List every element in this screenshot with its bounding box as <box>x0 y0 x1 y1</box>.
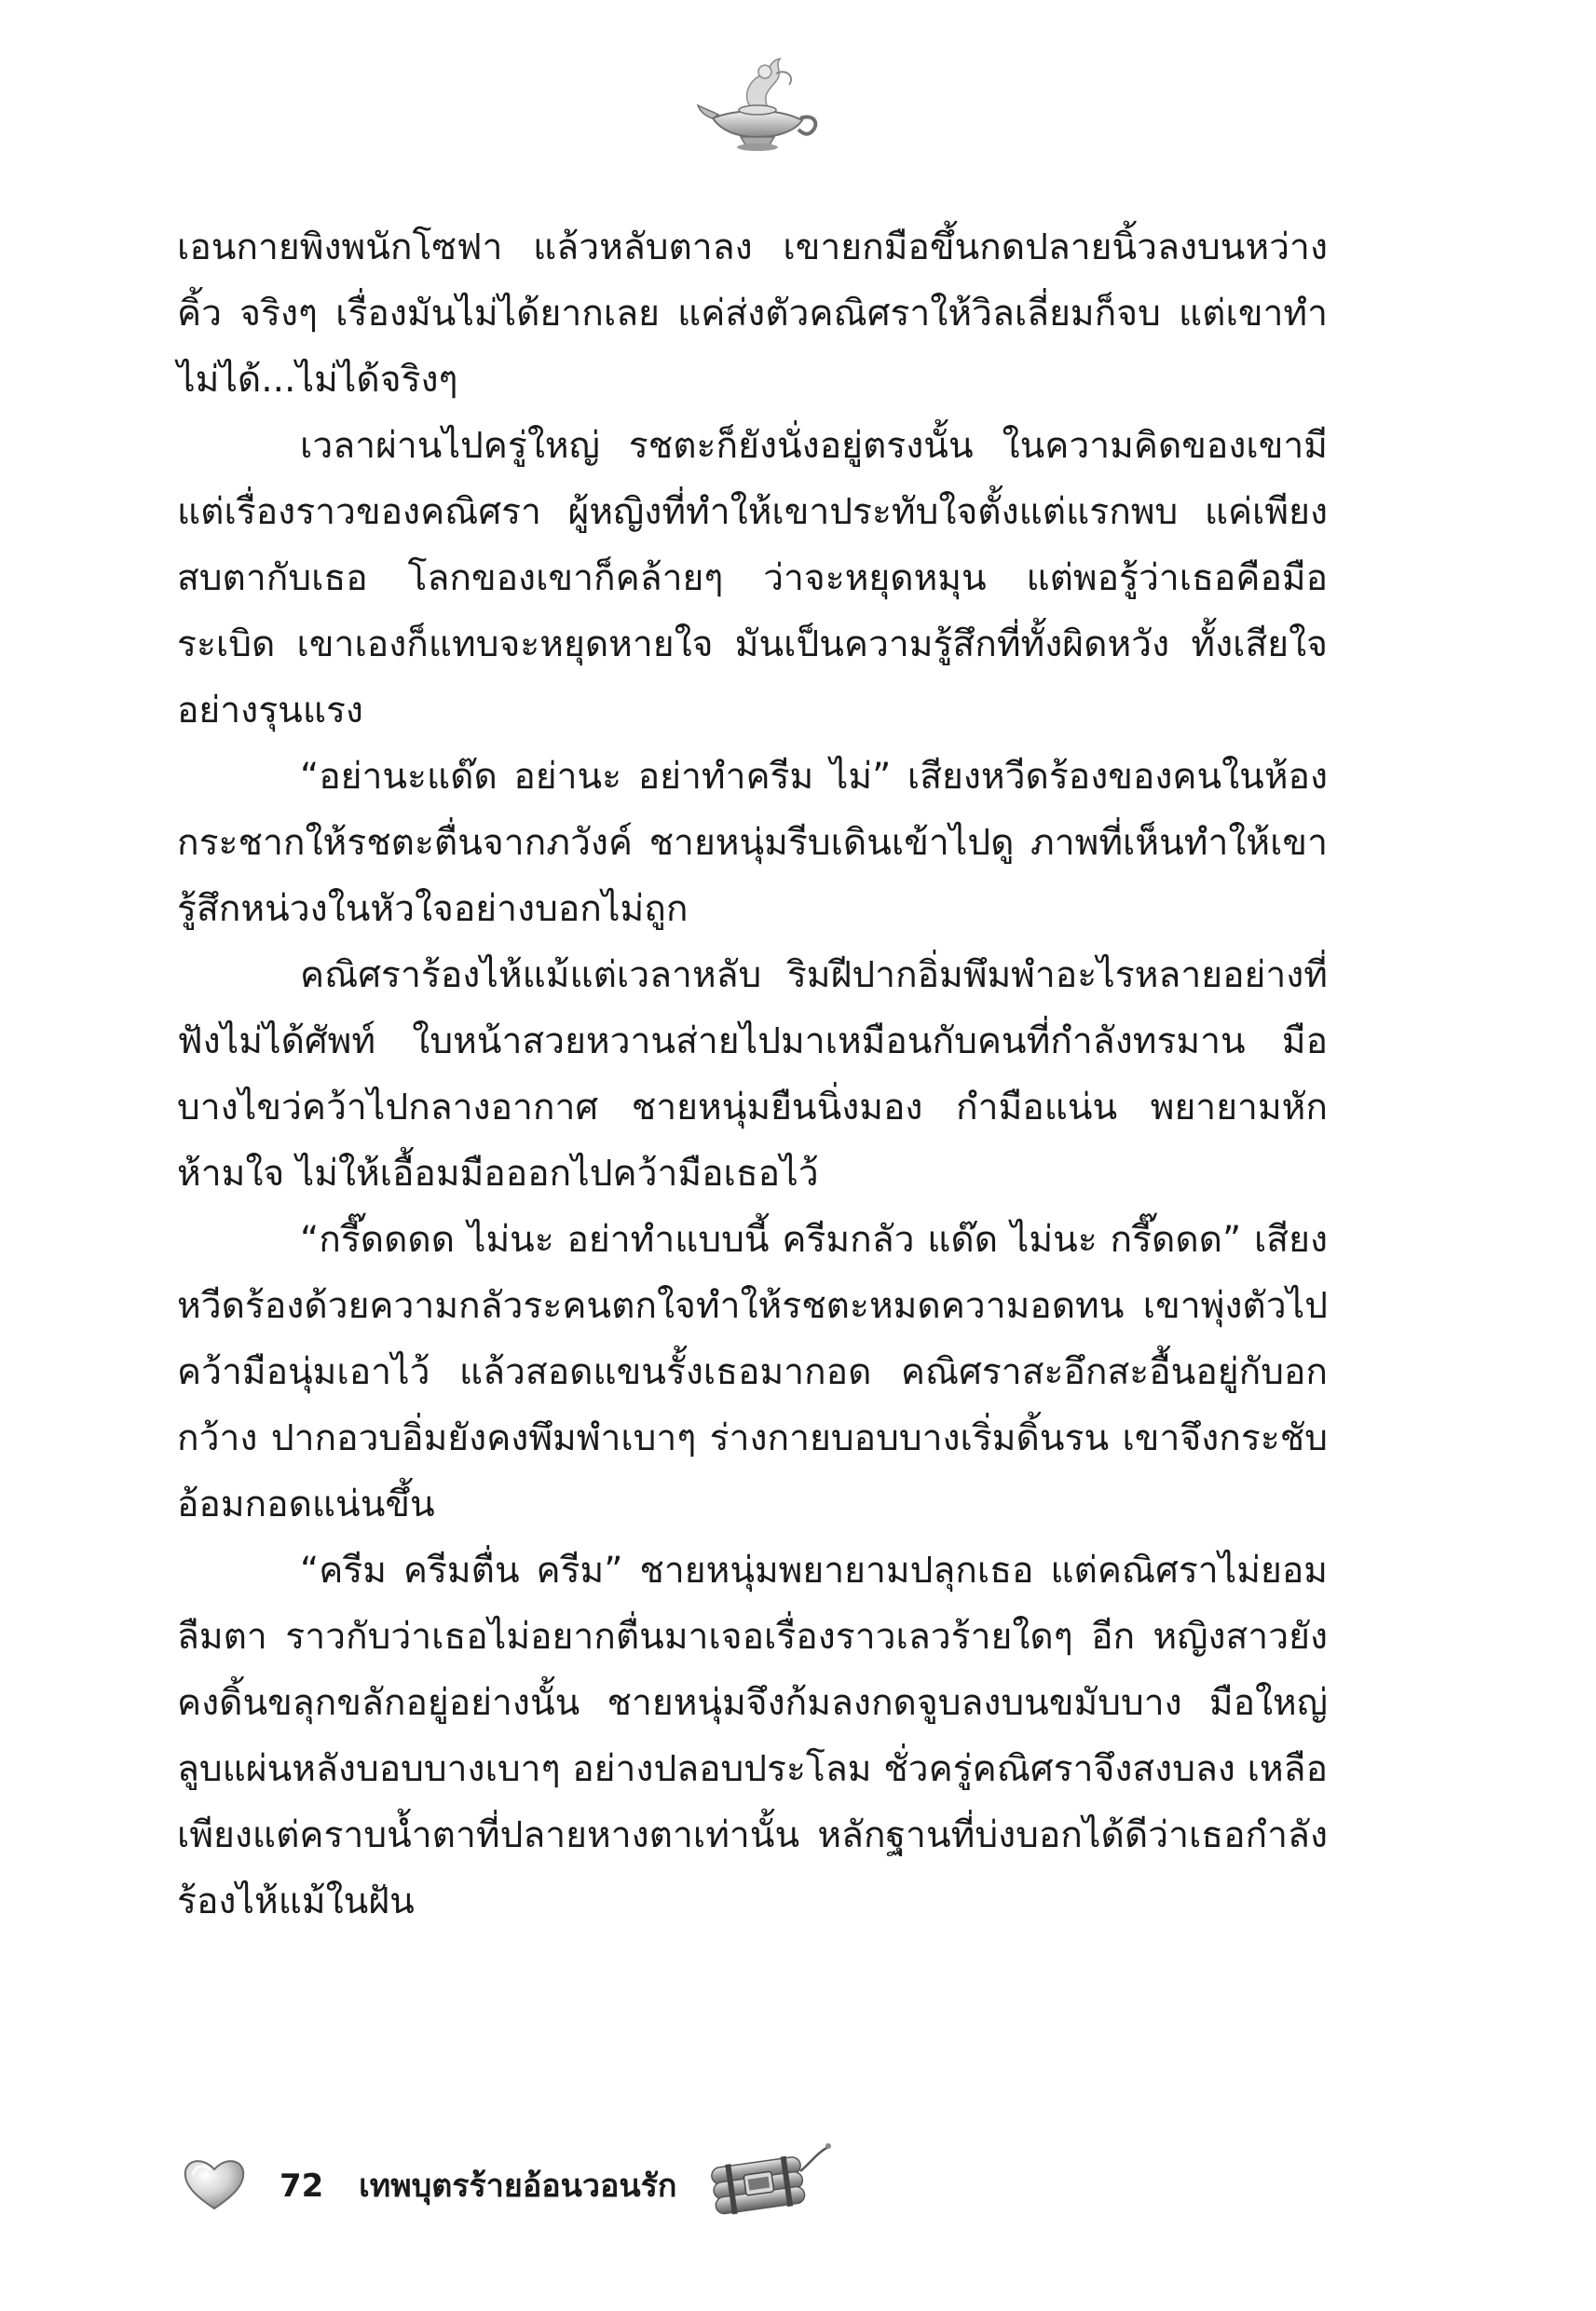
footer-text <box>280 2167 677 2205</box>
genie-lamp-icon <box>694 51 825 154</box>
body-text <box>177 214 1328 1935</box>
page-number: 72 <box>280 2167 324 2205</box>
dynamite-icon <box>703 2134 834 2218</box>
paragraph-2: เวลาผ่านไปครู่ใหญ่ รชตะก็ยังนั่งอยู่ตรงนั้น ในความคิดของเขามีแต่เรื่องราวของคณิศรา ผู้หญิงที่ทำให้เขาประทับใจตั้งแต่แรกพบ แค่เพียงสบตากับเธอ โลกของเขาก็คล้ายๆ ว่าจะหยุดหมุน แต่พอรู้ว่าเธอคือมือระเบิด เขาเองก็แทบจะหยุดหายใจ มันเป็นความรู้สึกที่ทั้งผิดหวัง ทั้งเสียใจอย่างรุนแรง <box>177 425 1328 732</box>
page-footer <box>182 2134 871 2227</box>
heart-icon <box>182 2154 247 2212</box>
paragraph-6: “ครีม ครีมตื่น ครีม” ชายหนุ่มพยายามปลุกเธอ แต่คณิศราไม่ยอมลืมตา ราวกับว่าเธอไม่อยากตื่นมาเจอเรื่องราวเลวร้ายใดๆ อีก หญิงสาวยังคงดิ้นขลุกขลักอยู่อย่างนั้น ชายหนุ่มจึงก้มลงกดจูบลงบนขมับบาง มือใหญ่ลูบแผ่นหลังบอบบางเบาๆ อย่างปลอบประโลม ชั่วครู่คณิศราจึงสงบลง เหลือเพียงแต่คราบน้ำตาที่ปลายหางตาเท่านั้น หลักฐานที่บ่งบอกได้ดีว่าเธอกำลังร้องไห้แม้ในฝัน <box>177 1550 1328 1922</box>
paragraph-5: “กรี๊ดดดด ไม่นะ อย่าทำแบบนี้ ครีมกลัว แด๊ด ไม่นะ กรี๊ดดด” เสียงหวีดร้องด้วยความกลัวระคนตกใจทำให้รชตะหมดความอดทน เขาพุ่งตัวไปคว้ามือนุ่มเอาไว้ แล้วสอดแขนรั้งเธอมากอด คณิศราสะอึกสะอื้นอยู่กับอกกว้าง ปากอวบอิ่มยังคงพึมพำเบาๆ ร่างกายบอบบางเริ่มดิ้นรน เขาจึงกระชับอ้อมกอดแน่นขึ้น <box>177 1219 1328 1525</box>
book-title: เทพบุตรร้ายอ้อนวอนรัก <box>359 2167 677 2205</box>
paragraph-4: คณิศราร้องไห้แม้แต่เวลาหลับ ริมฝีปากอิ่มพึมพำอะไรหลายอย่างที่ฟังไม่ได้ศัพท์ ใบหน้าสวยหวานส่ายไปมาเหมือนกับคนที่กำลังทรมาน มือบางไขว่คว้าไปกลางอากาศ ชายหนุ่มยืนนิ่งมอง กำมือแน่น พยายามหักห้ามใจ ไม่ให้เอื้อมมือออกไปคว้ามือเธอไว้ <box>177 954 1328 1195</box>
paragraph-1: เอนกายพิงพนักโซฟา แล้วหลับตาลง เขายกมือขึ้นกดปลายนิ้วลงบนหว่างคิ้ว จริงๆ เรื่องมันไม่ได้ยากเลย แค่ส่งตัวคณิศราให้วิลเลี่ยมก็จบ แต่เขาทำไม่ได้...ไม่ได้จริงๆ <box>177 226 1328 401</box>
paragraph-3: “อย่านะแด๊ด อย่านะ อย่าทำครีม ไม่” เสียงหวีดร้องของคนในห้องกระชากให้รชตะตื่นจากภวังค์ ชายหนุ่มรีบเดินเข้าไปดู ภาพที่เห็นทำให้เขารู้สึกหน่วงในหัวใจอย่างบอกไม่ถูก <box>177 756 1328 930</box>
